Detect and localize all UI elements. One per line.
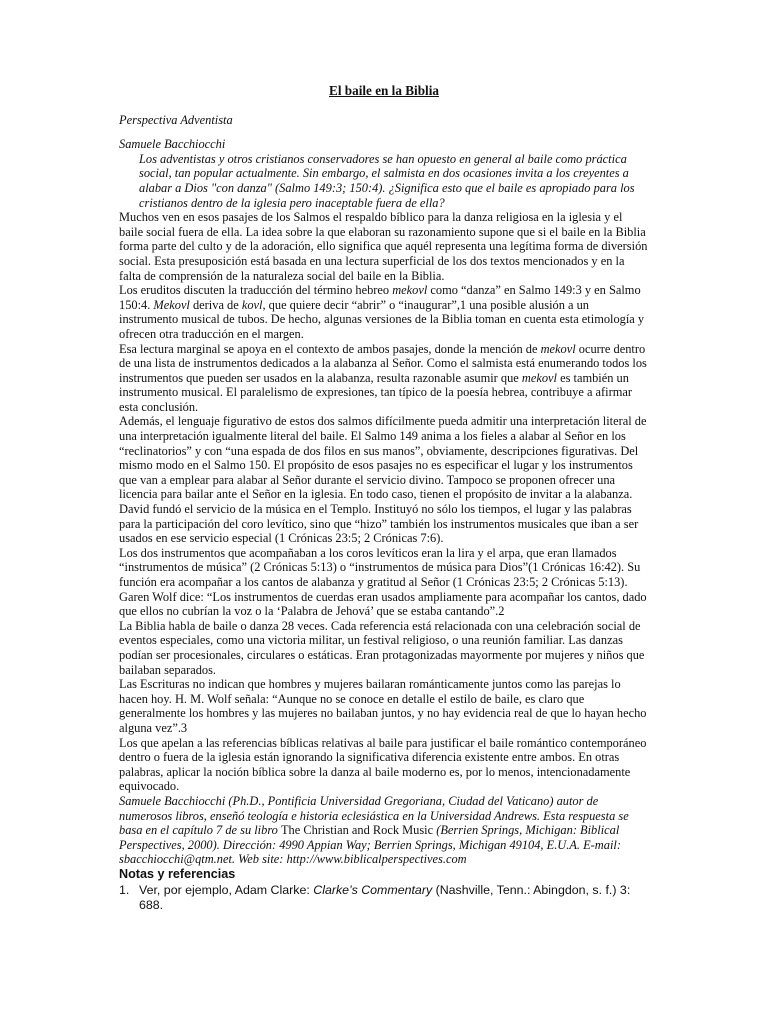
paragraph-5: David fundó el servicio de la música en el Templo. Instituyó no sólo los tiempos, el lugar y las palabras para la participación del coro levítico, sino que “hizo” también los instrumentos musicales que iban a ser usados en ese servicio especial (1 Crónicas 23:5; 2 Crónicas 7:6). — [119, 502, 639, 546]
paragraph-3: Esa lectura marginal se apoya en el contexto de ambos pasajes, donde la mención de mekovl ocurre dentro de una lista de instrumentos dedicados a la alabanza al Señor. Como el salmista está enumerando todos los instrumentos que pueden ser usados en la alabanza, resulta razonable asumir que mekovl es también un instrumento musical. El paralelismo de expresiones, tan típico de la poesía hebrea, contribuye a afirmar esta conclusión. — [119, 341, 647, 414]
note-number: 1. — [119, 882, 130, 897]
author-name: Samuele Bacchiocchi — [119, 137, 226, 152]
note-text: Ver, por ejemplo, Adam Clarke: Clarke’s Commentary (Nashville, Tenn.: Abingdon, s. f.) 3: 688. — [139, 882, 631, 912]
document-subtitle: Perspectiva Adventista — [119, 112, 233, 127]
document-body — [119, 84, 649, 913]
paragraph-6: Los dos instrumentos que acompañaban a los coros levíticos eran la lira y el arpa, que eran llamados “instrumentos de música” (2 Crónicas 5:13) o “instrumentos de música para Dios”(1 Crónicas 16:42). Su función era acompañar a los cantos de alabanza y gratitud al Señor (1 Crónicas 23:5; 2 Crónicas 5:13). — [119, 545, 641, 589]
abstract: Los adventistas y otros cristianos conservadores se han opuesto en general al baile como práctica social, tan popular actualmente. Sin embargo, el salmista en dos ocasiones invita a los creyentes a alabar a Dios "con danza" (Salmo 149:3; 150:4). ¿Significa esto que el baile es apropiado para los cristianos dentro de la iglesia pero inaceptable fuera de ella? — [139, 151, 635, 210]
document-title: El baile en la Biblia — [329, 83, 439, 98]
paragraph-9: Las Escrituras no indican que hombres y mujeres bailaran románticamente juntos como las parejas lo hacen hoy. H. M. Wolf señala: “Aunque no se conoce en detalle el estilo de baile, es claro que generalmente los hombres y las mujeres no bailaban juntos, y no hay evidencia real de que lo hayan hecho alguna vez”.3 — [119, 677, 647, 735]
note-item — [119, 883, 649, 913]
paragraph-1: Muchos ven en esos pasajes de los Salmos el respaldo bíblico para la danza religiosa en la iglesia y el baile social fuera de ella. La idea sobre la que elaboran su razonamiento supone que si el baile en la Biblia forma parte del culto y de la adoración, ello significa que aquél representa una legítima forma de diversión social. Esta presuposición está basada en una lectura superficial de los dos textos mencionados y en la falta de comprensión de la naturaleza social del baile en la Biblia. — [119, 210, 648, 283]
notes-heading: Notas y referencias — [119, 866, 236, 881]
paragraph-4: Además, el lenguaje figurativo de estos dos salmos difícilmente pueda admitir una interpretación literal de una interpretación igualmente literal del baile. El Salmo 149 anima a los fieles a alabar al Señor en los “reclinatorios” y con “una espada de dos filos en sus manos”, obviamente, descripciones figurativas. Del mismo modo en el Salmo 150. El propósito de esos pasajes no es especificar el lugar y los instrumentos que van a emplear para alabar al Señor durante el servicio divino. Tampoco se proponen ofrecer una licencia para bailar ante el Señor en la iglesia. En todo caso, tienen el propósito de invitar a la alabanza. — [119, 414, 647, 502]
paragraph-2: Los eruditos discuten la traducción del término hebreo mekovl como “danza” en Salmo 149:3 y en Salmo 150:4. Mekovl deriva de kovl, que quiere decir “abrir” o “inaugurar”,1 una posible alusión a un instrumento musical de tubos. De hecho, algunas versiones de la Biblia toman en cuenta esta etimología y ofrecen otra traducción en el margen. — [119, 283, 645, 341]
paragraph-10: Los que apelan a las referencias bíblicas relativas al baile para justificar el baile romántico contemporáneo dentro o fuera de la iglesia están ignorando la significativa diferencia existente entre ambos. En otras palabras, aplicar la noción bíblica sobre la danza al baile moderno es, por lo menos, intencionadamente equivocado. — [119, 735, 647, 794]
author-bio: Samuele Bacchiocchi (Ph.D., Pontificia Universidad Gregoriana, Ciudad del Vaticano) autor de numerosos libros, enseñó teología e historia eclesiástica en la Universidad Andrews. Esta respuesta se basa en el capítulo 7 de su libro The Christian and Rock Music (Berrien Springs, Michigan: Biblical Perspectives, 2000). Dirección: 4990 Appian Way; Berrien Springs, Michigan 49104, E.U.A. E-mail: sbacchiocchi@qtm.net. Web site: http://www.biblicalperspectives.com — [119, 793, 629, 867]
paragraph-8: La Biblia habla de baile o danza 28 veces. Cada referencia está relacionada con una celebración social de eventos especiales, como una victoria militar, un festival religioso, o una reunión familiar. Las danzas podían ser procesionales, circulares o estáticas. Eran protagonizadas mayormente por mujeres y niños que bailaban separados. — [119, 618, 645, 677]
paragraph-7: Garen Wolf dice: “Los instrumentos de cuerdas eran usados ampliamente para acompañar los cantos, dado que ellos no cubrían la voz o la ‘Palabra de Jehová’ que se estaba cantando”.2 — [119, 589, 647, 619]
book-title: The Christian and Rock Music — [280, 823, 434, 838]
